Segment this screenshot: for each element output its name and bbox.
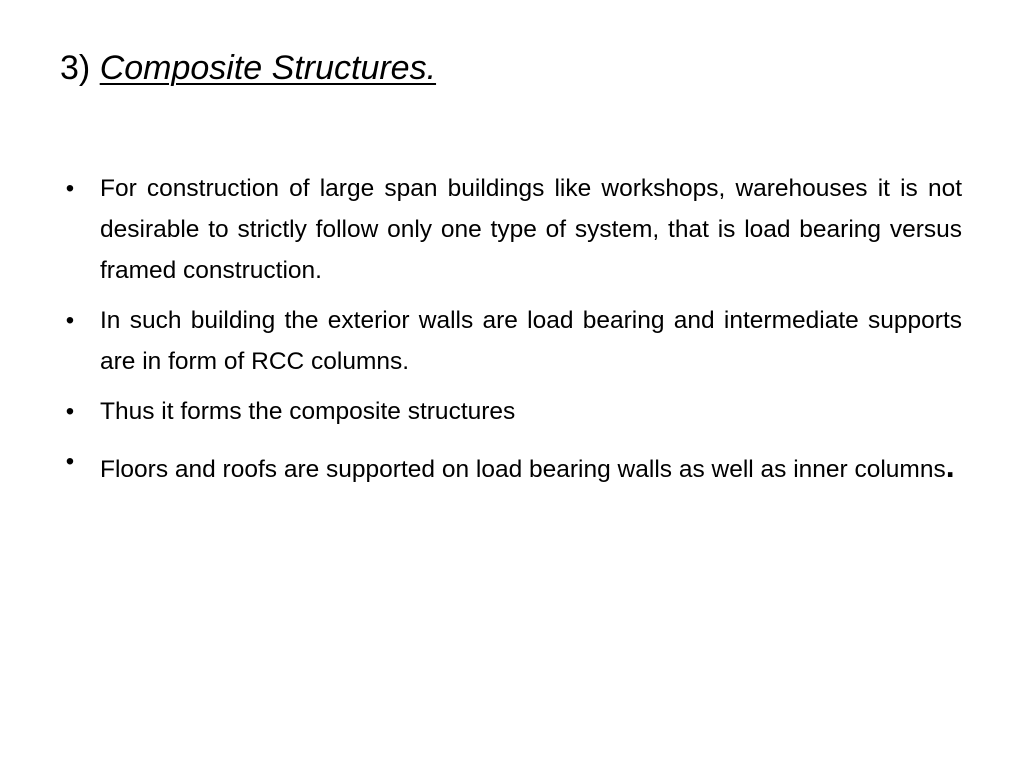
bullet-icon: •	[65, 175, 75, 202]
bullet-text: For construction of large span buildings like workshops, warehouses it is not desirable to strictly follow only one type of system, that is load bearing versus framed construction.	[100, 175, 962, 284]
bullet-icon: •	[65, 398, 75, 425]
bullet-text: Thus it forms the composite structures	[100, 398, 516, 425]
bullet-period: .	[945, 448, 955, 484]
bullet-text-container	[100, 441, 962, 495]
title-text: Composite Structures.	[99, 49, 437, 87]
bullet-item	[60, 391, 962, 432]
bullet-item	[60, 441, 962, 495]
bullet-text: In such building the exterior walls are load bearing and intermediate supports are in form of RCC columns.	[100, 307, 962, 375]
bullet-item	[60, 168, 962, 291]
title-number: 3)	[60, 49, 100, 87]
bullet-icon: •	[65, 448, 75, 475]
bullet-text: Floors and roofs are supported on load bearing walls as well as inner columns	[100, 456, 946, 483]
bullet-item	[60, 300, 962, 382]
bullet-list	[60, 168, 962, 504]
bullet-icon: •	[65, 307, 75, 334]
slide-title	[60, 44, 436, 92]
